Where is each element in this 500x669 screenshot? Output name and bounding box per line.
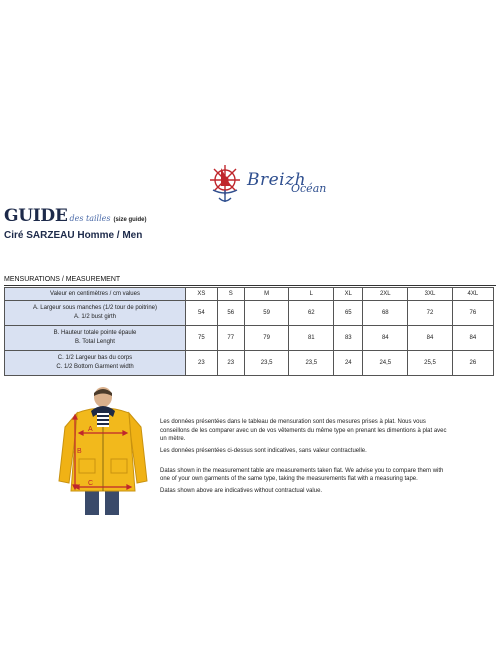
divider: [4, 285, 496, 286]
table-cell: 62: [289, 301, 334, 326]
table-cell: 84: [363, 326, 408, 351]
table-header-row: [5, 288, 494, 301]
table-cell: 75: [186, 326, 218, 351]
size-table: [4, 287, 494, 376]
row-label-fr: A. Largeur sous manches (1/2 tour de poitrine): [32, 305, 158, 311]
table-row: [5, 326, 494, 351]
jacket-measurement-figure: [55, 387, 150, 515]
table-cell: 24,5: [363, 351, 408, 376]
measurement-label: MENSURATIONS / MEASUREMENT: [4, 276, 121, 283]
table-cell: 23,5: [244, 351, 289, 376]
description-fr-2: Les données présentées ci-dessus sont indicatives, sans valeur contractuelle.: [160, 448, 367, 455]
table-row: [5, 351, 494, 376]
guide-title: GUIDE: [4, 206, 68, 226]
brand-logo: [205, 160, 345, 208]
table-cell: 81: [289, 326, 334, 351]
row-label-en: A. 1/2 bust girth: [73, 314, 117, 320]
table-cell: 23,5: [289, 351, 334, 376]
description-fr-1: Les données présentées dans le tableau de mensuration sont des mesures prises à plat. Nous vous conseillons de les comparer avec un de vos vêtements du même type en prenant les dimentions à plat avec un mètre.: [160, 419, 447, 443]
table-header-size: 2XL: [363, 288, 408, 301]
table-header-size: L: [289, 288, 334, 301]
row-label-fr: C. 1/2 Largeur bas du corps: [57, 355, 133, 361]
table-cell: 59: [244, 301, 289, 326]
table-cell: 26: [452, 351, 493, 376]
table-cell: 84: [408, 326, 453, 351]
table-cell: 76: [452, 301, 493, 326]
guide-heading: [4, 206, 147, 226]
table-cell: 25,5: [408, 351, 453, 376]
description-en-2: Datas shown above are indicatives without contractual value.: [160, 488, 323, 495]
label-a: A: [88, 426, 93, 433]
table-header-first: Valeur en centimètres / cm values: [5, 288, 186, 301]
table-cell: 24: [334, 351, 363, 376]
table-cell: 23: [217, 351, 244, 376]
logo-text-sub: Océan: [291, 182, 327, 195]
table-header-size: M: [244, 288, 289, 301]
table-cell: 83: [334, 326, 363, 351]
row-label-en: B. Total Lenght: [75, 339, 115, 345]
label-c: C: [88, 480, 94, 487]
label-b: B: [77, 448, 82, 455]
row-label: [5, 326, 186, 351]
row-label-en: C. 1/2 Bottom Garment width: [56, 364, 134, 370]
table-cell: 65: [334, 301, 363, 326]
table-header-size: XS: [186, 288, 218, 301]
product-name: Ciré SARZEAU Homme / Men: [4, 230, 143, 241]
model-jacket-illustration: [55, 387, 150, 515]
table-cell: 68: [363, 301, 408, 326]
spacer: [160, 459, 450, 467]
table-header-size: S: [217, 288, 244, 301]
guide-subtitle-en: (size guide): [113, 217, 147, 223]
logo-text-main: Breizh: [247, 170, 307, 190]
table-header-size: 3XL: [408, 288, 453, 301]
table-row: [5, 301, 494, 326]
table-header-size: XL: [334, 288, 363, 301]
table-cell: 56: [217, 301, 244, 326]
row-label-fr: B. Hauteur totale pointe épaule: [53, 330, 137, 336]
table-header-size: 4XL: [452, 288, 493, 301]
table-cell: 23: [186, 351, 218, 376]
table-cell: 72: [408, 301, 453, 326]
description-block: [160, 418, 450, 499]
table-cell: 77: [217, 326, 244, 351]
description-en-1: Datas shown in the measurement table are measurements taken flat. We advise you to compare them with one of your own garments of the same type, taking the measurements flat with a measuring tape.: [160, 467, 444, 483]
row-label: [5, 351, 186, 376]
row-label: [5, 301, 186, 326]
table-cell: 54: [186, 301, 218, 326]
guide-subtitle: des tailles: [69, 214, 111, 223]
table-cell: 79: [244, 326, 289, 351]
ship-wheel-icon: [205, 160, 249, 204]
table-cell: 84: [452, 326, 493, 351]
